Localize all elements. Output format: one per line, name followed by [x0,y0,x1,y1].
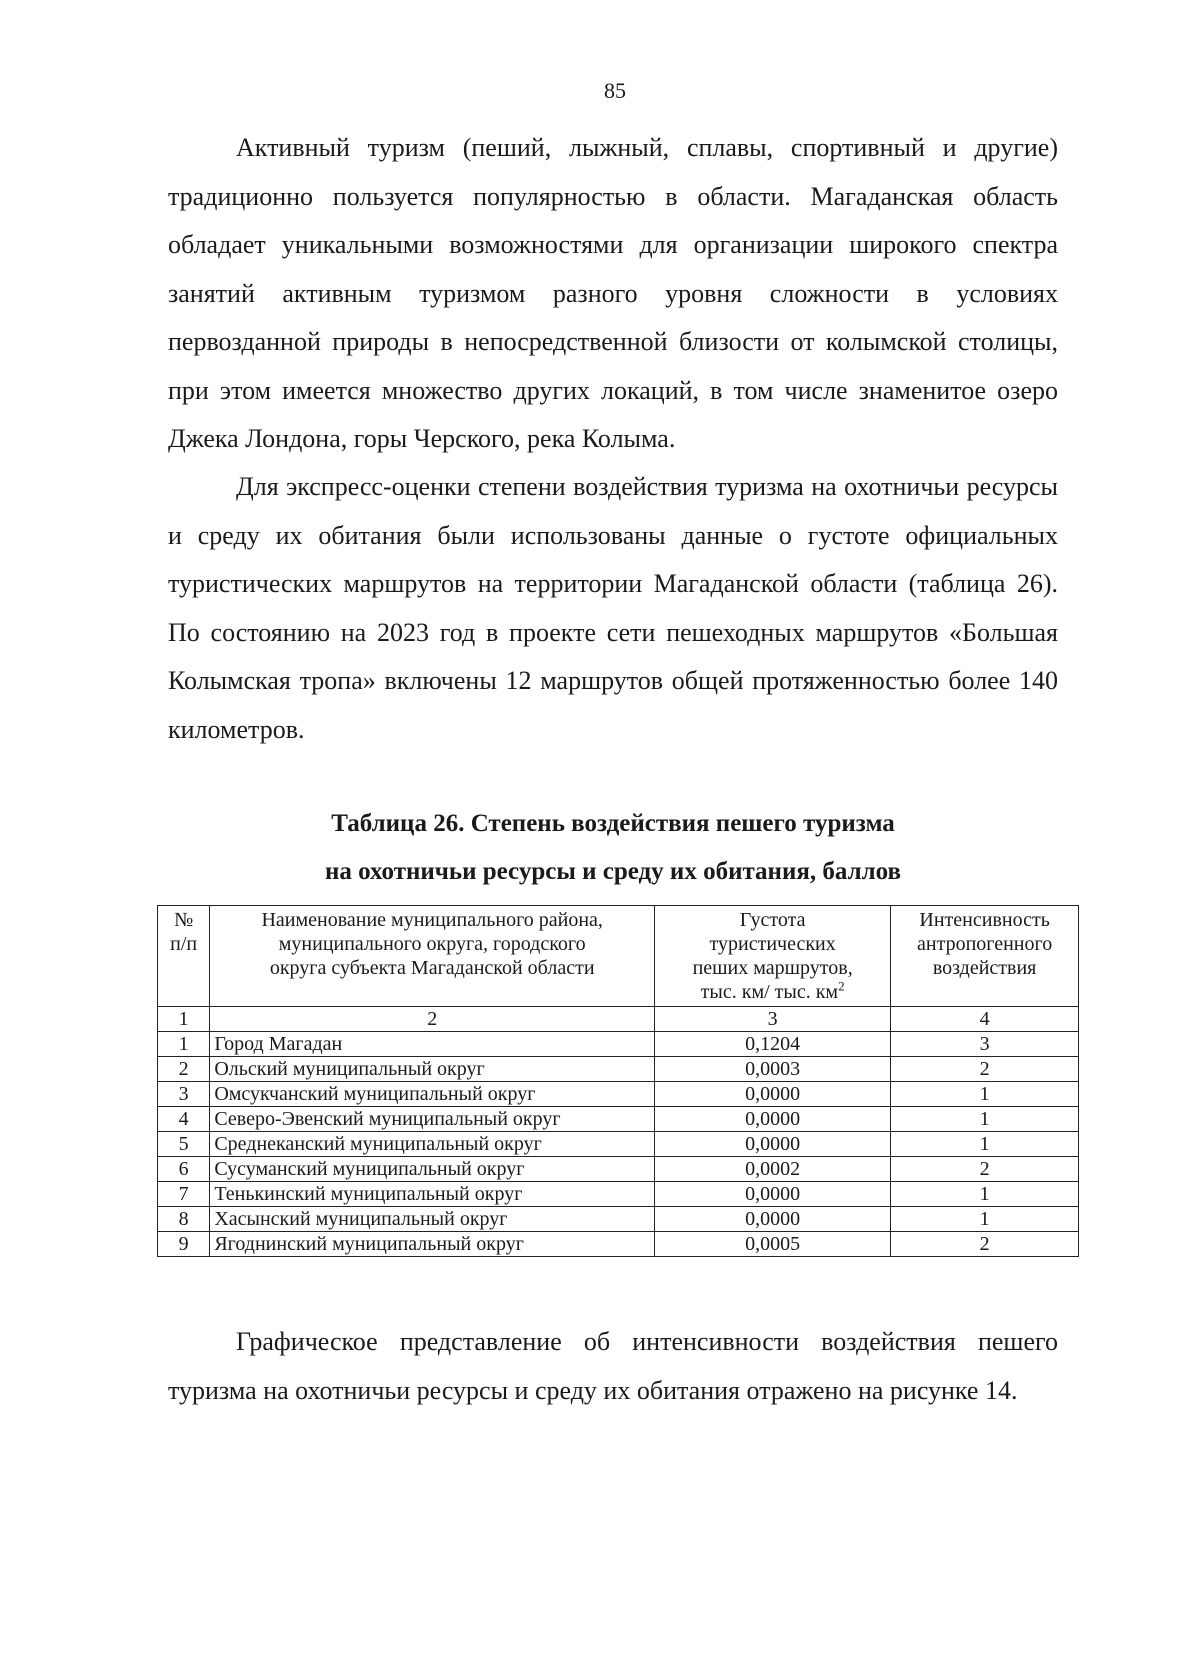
table-row [158,1057,1079,1082]
column-index-cell: 1 [158,1007,210,1032]
district-name: Ягоднинский муниципальный округ [210,1232,655,1257]
route-density: 0,0003 [655,1057,891,1082]
impact-intensity: 1 [891,1107,1079,1132]
header-density-unit: тыс. км/ тыс. км [700,981,839,1003]
table-row [158,1132,1079,1157]
row-number: 9 [158,1232,210,1257]
header-num [158,906,210,1007]
district-name: Хасынский муниципальный округ [210,1207,655,1232]
district-name: Среднеканский муниципальный округ [210,1132,655,1157]
header-name [210,906,655,1007]
table-row [158,1032,1079,1057]
header-num-line-2: п/п [170,933,198,955]
row-number: 8 [158,1207,210,1232]
district-name: Сусуманский муниципальный округ [210,1157,655,1182]
header-density-line-3: пеших маршрутов, [692,957,853,979]
impact-intensity: 1 [891,1082,1079,1107]
column-index-row [158,1007,1079,1032]
row-number: 7 [158,1182,210,1207]
route-density: 0,0000 [655,1107,891,1132]
district-name: Омсукчанский муниципальный округ [210,1082,655,1107]
paragraph-express-assessment: Для экспресс-оценки степени воздействия туризма на охотничьи ресурсы и среду их обитания были использованы данные о густоте официальных туристических маршрутов на территории Магаданской области (таблица 26). По состоянию на 2023 год в проекте сети пешеходных маршрутов «Большая Колымская тропа» включены 12 маршрутов общей протяженностью более 140 километров. [168,472,1058,744]
row-number: 1 [158,1032,210,1057]
impact-intensity: 1 [891,1182,1079,1207]
tourism-impact-table [157,905,1079,1257]
impact-intensity: 1 [891,1207,1079,1232]
route-density: 0,1204 [655,1032,891,1057]
table-caption [168,800,1058,896]
page-number: 85 [604,78,626,103]
column-index-cell: 4 [891,1007,1079,1032]
row-number: 4 [158,1107,210,1132]
district-name: Ольский муниципальный округ [210,1057,655,1082]
table-row [158,1107,1079,1132]
route-density: 0,0000 [655,1082,891,1107]
header-name-line-1: Наименование муниципального района, [261,909,603,931]
impact-intensity: 2 [891,1057,1079,1082]
district-name: Город Магадан [210,1032,655,1057]
table-body [158,1007,1079,1257]
district-name: Тенькинский муниципальный округ [210,1182,655,1207]
column-index-cell: 3 [655,1007,891,1032]
route-density: 0,0000 [655,1207,891,1232]
row-number: 2 [158,1057,210,1082]
header-intensity-line-2: антропогенного [917,933,1053,955]
impact-intensity: 2 [891,1157,1079,1182]
table-header-row [158,906,1079,1007]
route-density: 0,0000 [655,1182,891,1207]
table-row [158,1082,1079,1107]
table-row [158,1207,1079,1232]
header-intensity [891,906,1079,1007]
table-caption-line-1: Таблица 26. Степень воздействия пешего туризма [331,810,895,837]
header-intensity-line-3: воздействия [932,957,1037,979]
header-name-line-3: округа субъекта Магаданской области [269,957,595,979]
row-number: 3 [158,1082,210,1107]
column-index-cell: 2 [210,1007,655,1032]
paragraph-graphical-representation: Графическое представление об интенсивности воздействия пешего туризма на охотничьи ресурсы и среду их обитания отражено на рисунке 14. [168,1327,1058,1405]
impact-intensity: 1 [891,1132,1079,1157]
impact-intensity: 2 [891,1232,1079,1257]
route-density: 0,0000 [655,1132,891,1157]
header-num-line-1: № [174,909,194,931]
header-density-line-4 [659,980,886,1004]
table-caption-line-2: на охотничьи ресурсы и среду их обитания, баллов [324,858,902,885]
header-name-line-2: муниципального округа, городского [278,933,586,955]
header-density-unit-exponent: 2 [838,978,845,994]
table-row [158,1232,1079,1257]
route-density: 0,0005 [655,1232,891,1257]
table-row [158,1157,1079,1182]
header-density-line-1: Густота [739,909,806,931]
route-density: 0,0002 [655,1157,891,1182]
paragraph-active-tourism: Активный туризм (пеший, лыжный, сплавы, спортивный и другие) традиционно пользуется популярностью в области. Магаданская область обладает уникальными возможностями для организации широкого спектра занятий активным туризмом разного уровня сложности в условиях первозданной природы в непосредственной близости от колымской столицы, при этом имеется множество других локаций, в том числе знаменитое озеро Джека Лондона, горы Черского, река Колыма. [168,133,1058,453]
header-density [655,906,891,1007]
table-row [158,1182,1079,1207]
impact-intensity: 3 [891,1032,1079,1057]
district-name: Северо-Эвенский муниципальный округ [210,1107,655,1132]
header-intensity-line-1: Интенсивность [919,909,1050,931]
row-number: 6 [158,1157,210,1182]
header-density-line-2: туристических [709,933,836,955]
row-number: 5 [158,1132,210,1157]
